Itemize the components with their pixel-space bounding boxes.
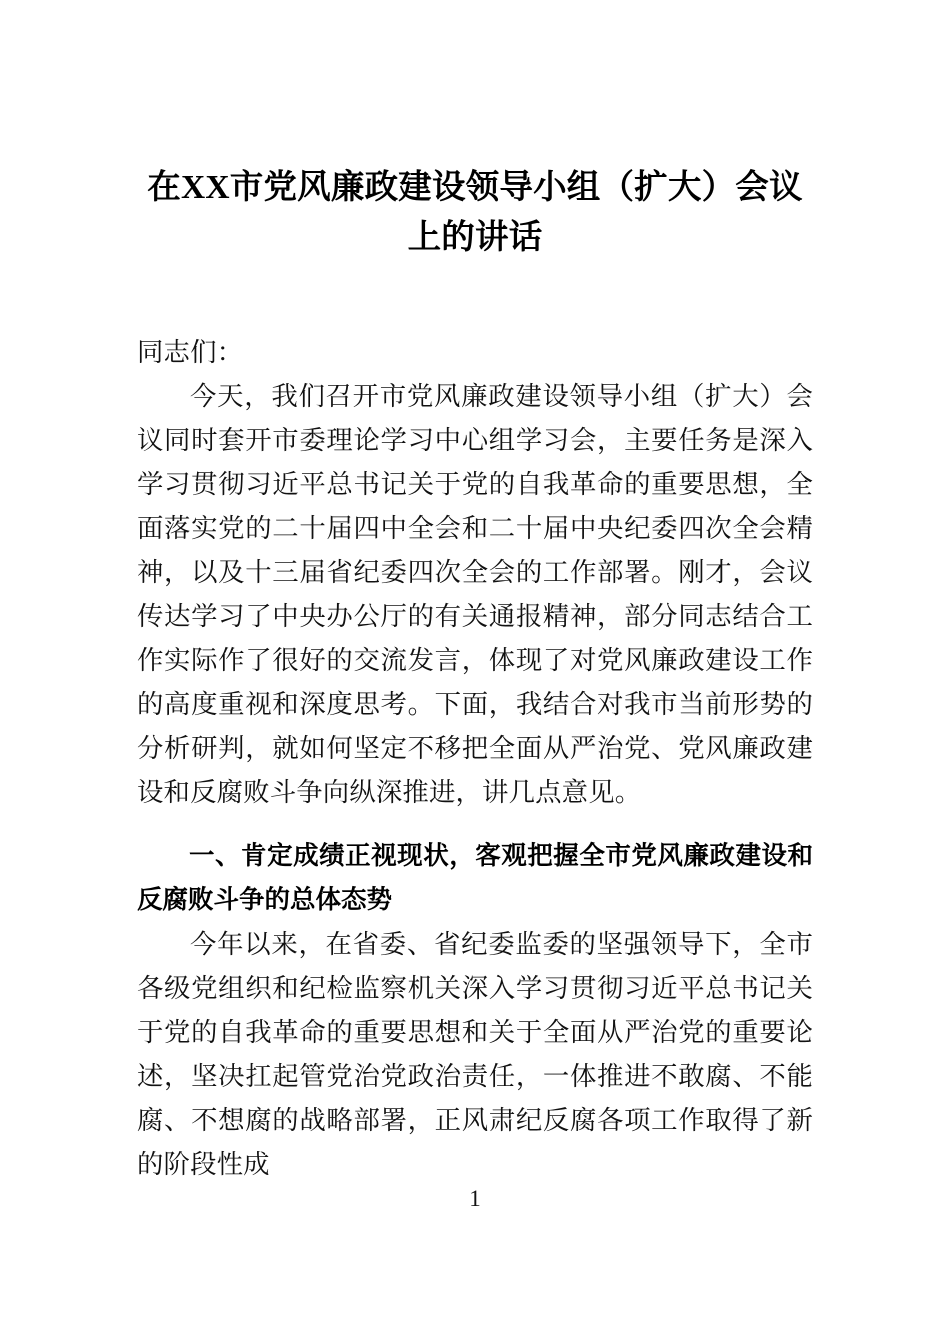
document-title-line-2: 议上的讲话 — [407, 169, 803, 256]
section-heading-1: 一、肯定成绩正视现状，客观把握全市党风廉政建设和反腐败斗争的总体态势 — [137, 841, 813, 915]
document-title-line-1: 在XX市党风廉政建设领导小组（扩大）会 — [147, 169, 769, 206]
document-title — [137, 163, 813, 263]
body-paragraph-2: 今年以来，在省委、省纪委监委的坚强领导下，全市各级党组织和纪检监察机关深入学习贯彻习近平总书记关于党的自我革命的重要思想和关于全面从严治党的重要论述，坚决扛起管党治党政治责任，一体推进不敢腐、不能腐、不想腐的战略部署，正风肃纪反腐各项工作取得了新的阶段性成 — [137, 929, 813, 1179]
salutation-block — [137, 330, 813, 374]
salutation-text: 同志们： — [137, 337, 244, 367]
section-heading-block-1 — [137, 834, 813, 922]
body-paragraph-1: 今天，我们召开市党风廉政建设领导小组（扩大）会议同时套开市委理论学习中心组学习会，主要任务是深入学习贯彻习近平总书记关于党的自我革命的重要思想，全面落实党的二十届四中全会和二十届中央纪委四次全会精神，以及十三届省纪委四次全会的工作部署。刚才，会议传达学习了中央办公厅的有关通报精神，部分同志结合工作实际作了很好的交流发言，体现了对党风廉政建设工作的高度重视和深度思考。下面，我结合对我市当前形势的分析研判，就如何坚定不移把全面从严治党、党风廉政建设和反腐败斗争向纵深推进，讲几点意见。 — [137, 381, 813, 807]
paragraph-block-2 — [137, 922, 813, 1186]
page-number-footer: 1 — [469, 1186, 481, 1211]
paragraph-block-1 — [137, 374, 813, 814]
